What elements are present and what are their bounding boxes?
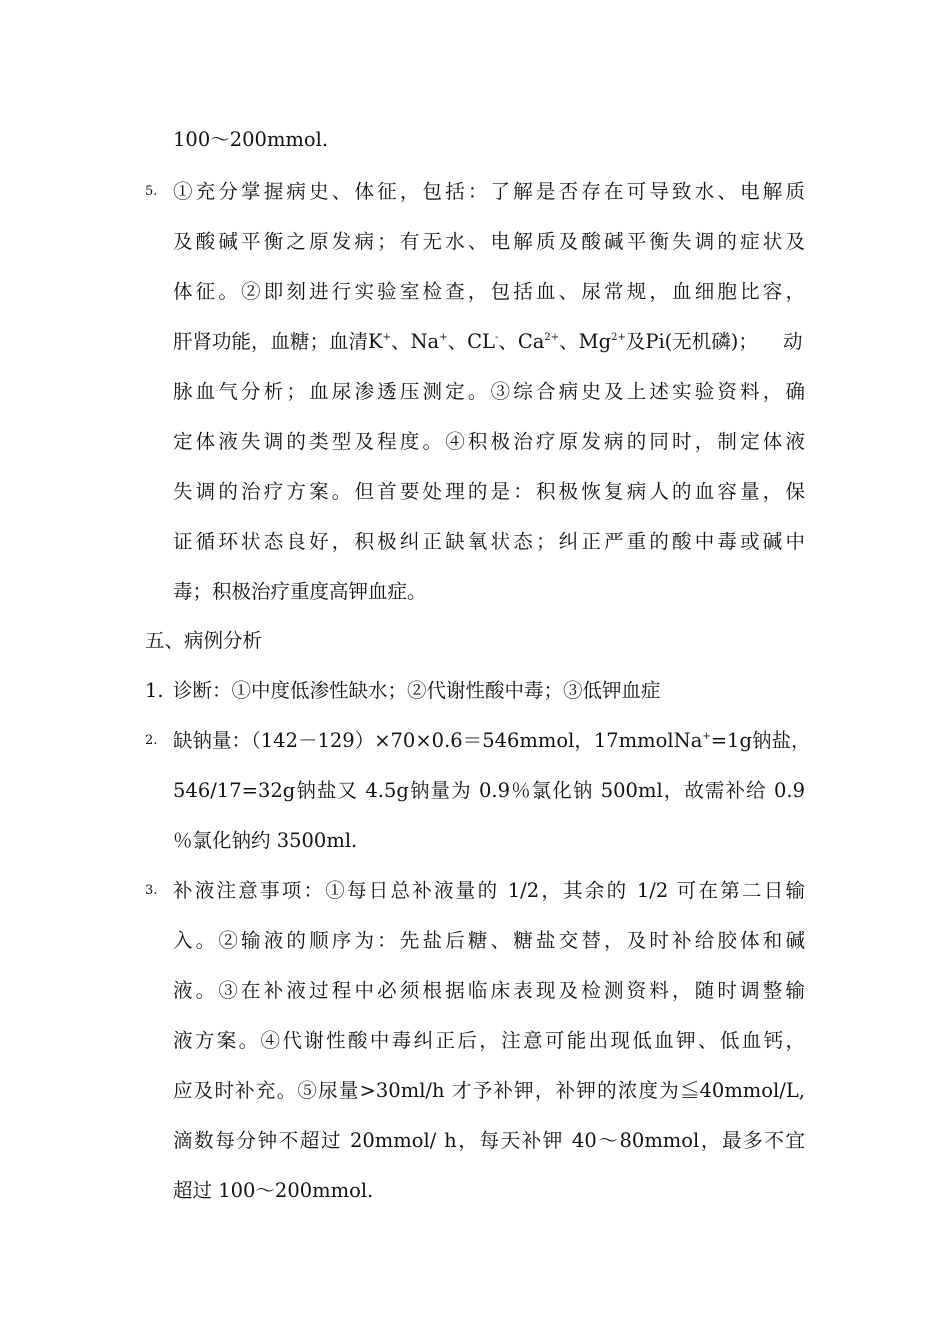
- continuation-text: 100～200mmol.: [173, 128, 329, 151]
- case-3-line-6: 滴数每分钟不超过 20mmol/ h，每天补钾 40～80mmol，最多不宜: [173, 1129, 805, 1152]
- item-5-number: 5.: [145, 184, 158, 199]
- case-2-line-3: ％氯化钠约 3500ml.: [173, 829, 358, 852]
- case-3-number: 3.: [145, 883, 158, 898]
- item-5-line-6: 定体液失调的类型及程度。④积极治疗原发病的同时，制定体液: [173, 430, 805, 453]
- case-2-line-1: 缺钠量：（142－129）×70×0.6＝546mmol，17mmolNa+=1g钠盐，: [173, 729, 811, 752]
- case-3-line-4: 液方案。④代谢性酸中毒纠正后，注意可能出现低血钾、低血钙，: [173, 1029, 805, 1052]
- case-3-line-5: 应及时补充。⑤尿量>30ml/h 才予补钾，补钾的浓度为≦40mmol/L,: [173, 1079, 805, 1102]
- case-1-text: 诊断：①中度低渗性缺水；②代谢性酸中毒；③低钾血症: [173, 679, 661, 702]
- case-2-line-2: 546/17=32g钠盐又 4.5g钠量为 0.9％氯化钠 500ml，故需补给 0.9: [173, 779, 805, 802]
- item-5-line-9: 毒；积极治疗重度高钾血症。: [173, 580, 427, 603]
- item-5-line-4: 肝肾功能，血糖；血清K+、Na+、CL-、$Ca^{2+}$、$Mg^{2+}$及Pi(无机磷)；: [173, 330, 758, 353]
- item-5-line-4-end: 动: [783, 330, 803, 353]
- case-3-line-3: 液。③在补液过程中必须根据临床表现及检测资料，随时调整输: [173, 979, 805, 1002]
- case-2-number: 2.: [145, 733, 158, 748]
- case-3-line-1: 补液注意事项：①每日总补液量的 1/2，其余的 1/2 可在第二日输: [173, 879, 805, 902]
- item-5-line-8: 证循环状态良好，积极纠正缺氧状态；纠正严重的酸中毒或碱中: [173, 530, 805, 553]
- item-5-line-1: ①充分掌握病史、体征，包括：了解是否存在可导致水、电解质: [173, 180, 805, 203]
- item-5-line-5: 脉血气分析；血尿渗透压测定。③综合病史及上述实验资料，确: [173, 380, 805, 403]
- item-5-line-3: 体征。②即刻进行实验室检查，包括血、尿常规，血细胞比容，: [173, 280, 805, 303]
- case-1-number: 1.: [145, 679, 164, 702]
- case-3-line-2: 入。②输液的顺序为：先盐后糖、糖盐交替，及时补给胶体和碱: [173, 929, 805, 952]
- item-5-line-2: 及酸碱平衡之原发病；有无水、电解质及酸碱平衡失调的症状及: [173, 230, 805, 253]
- case-3-line-7: 超过 100～200mmol.: [173, 1179, 374, 1202]
- section-heading: 五、病例分析: [145, 629, 263, 652]
- item-5-line-7: 失调的治疗方案。但首要处理的是：积极恢复病人的血容量，保: [173, 480, 805, 503]
